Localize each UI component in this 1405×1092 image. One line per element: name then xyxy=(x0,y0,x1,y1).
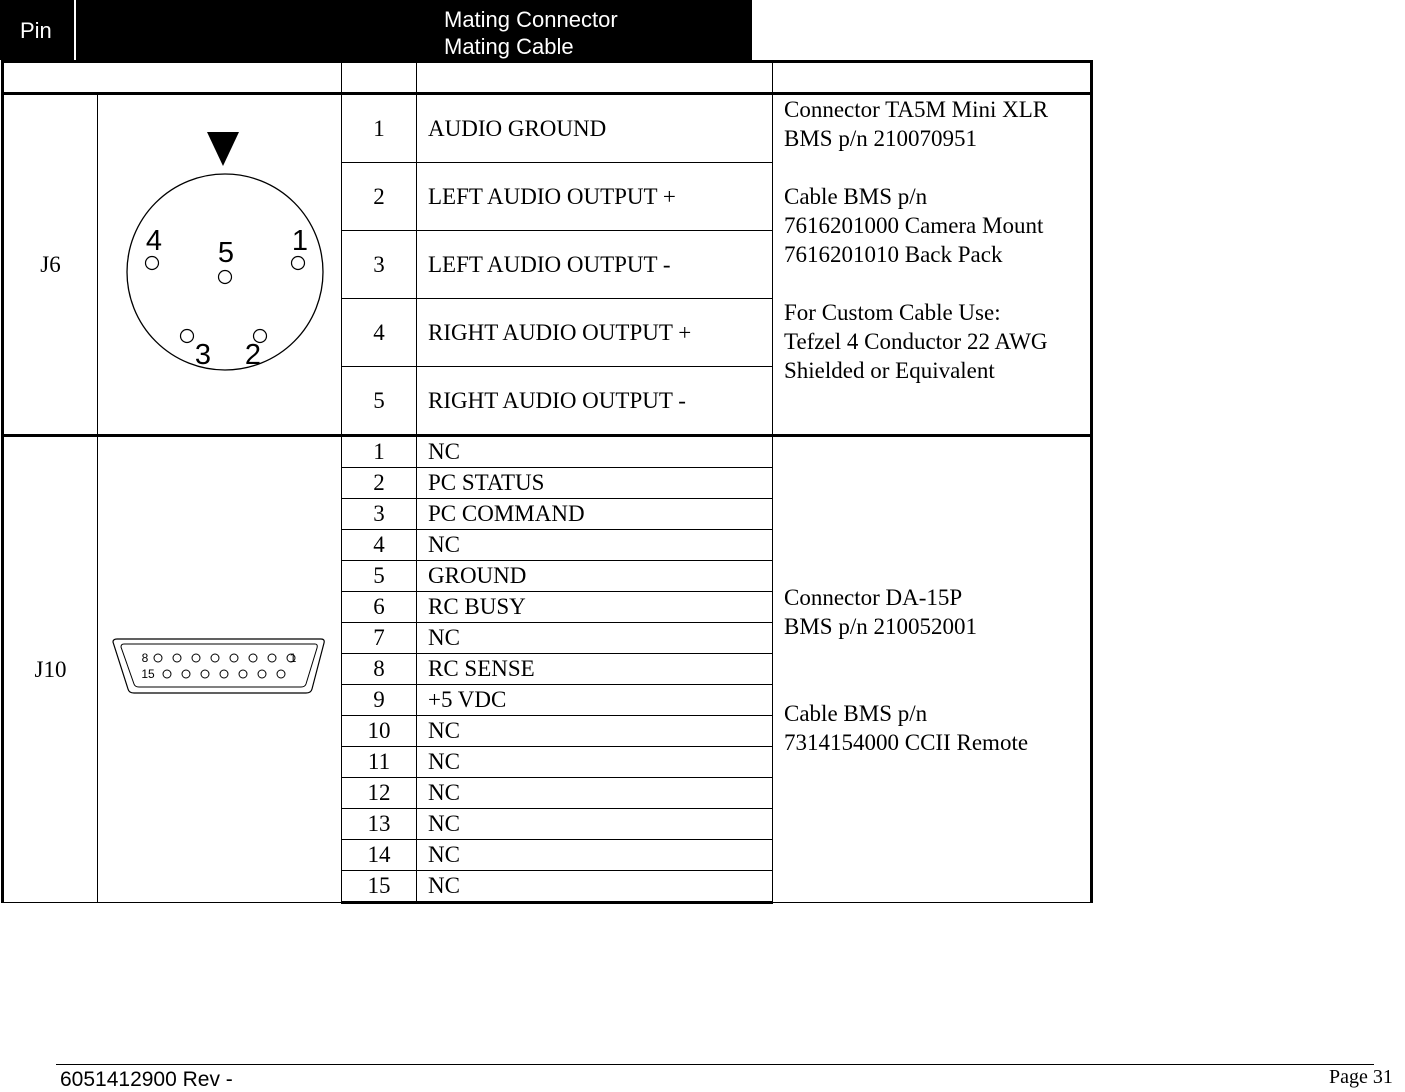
doc-number: 6051412900 Rev - xyxy=(60,1068,233,1091)
note-line: For Custom Cable Use: xyxy=(784,300,1001,325)
note-line: BMS p/n 210052001 xyxy=(784,613,977,639)
pin-number-label: 15 xyxy=(140,666,155,681)
pin-signal: NC xyxy=(417,530,773,561)
note-line: Tefzel 4 Conductor 22 AWG xyxy=(784,329,1048,354)
blank-header-row xyxy=(3,62,1092,94)
note-line: 7616201010 Back Pack xyxy=(784,242,1003,267)
blank-header-cell xyxy=(773,62,1092,94)
pin-signal: +5 VDC xyxy=(417,685,773,716)
pin-signal: RC BUSY xyxy=(417,592,773,623)
pin-number: 3 xyxy=(342,499,417,530)
pin-hole xyxy=(218,270,231,283)
pin-number: 13 xyxy=(342,809,417,840)
table-row xyxy=(3,94,1092,163)
pin-signal: NC xyxy=(417,809,773,840)
footer-divider xyxy=(56,1064,1374,1065)
connector-diagram-cell xyxy=(98,436,342,903)
pin-hole xyxy=(163,670,171,678)
pin-hole xyxy=(180,329,193,342)
pin-number: 5 xyxy=(342,561,417,592)
note-spacer xyxy=(784,269,1090,298)
blank-header-cell xyxy=(3,62,342,94)
pin-number: 4 xyxy=(342,530,417,561)
note-line: 7314154000 CCII Remote xyxy=(784,729,1029,755)
pin-number: 8 xyxy=(342,654,417,685)
connector-shell xyxy=(113,639,324,693)
pin-signal: RIGHT AUDIO OUTPUT - xyxy=(417,367,773,436)
pin-hole xyxy=(249,654,257,662)
pin-number: 3 xyxy=(342,231,417,299)
table-header-bar xyxy=(0,0,752,60)
note-line: 7616201000 Camera Mount xyxy=(784,213,1044,238)
pin-hole xyxy=(145,256,158,269)
pin-number: 15 xyxy=(342,871,417,903)
pin-number: 9 xyxy=(342,685,417,716)
note-spacer xyxy=(784,153,1090,182)
pin-number: 1 xyxy=(342,94,417,163)
pin-signal: PC STATUS xyxy=(417,468,773,499)
pin-number-label: 2 xyxy=(244,338,261,371)
pin-signal: NC xyxy=(417,623,773,654)
pin-number: 7 xyxy=(342,623,417,654)
blank-header-cell xyxy=(342,62,417,94)
mating-notes xyxy=(773,94,1092,436)
d-sub-15-connector-diagram xyxy=(110,637,330,697)
pinout-table xyxy=(1,60,1093,904)
key-triangle-icon xyxy=(207,132,239,166)
pin-number: 2 xyxy=(342,163,417,231)
pin-signal: NC xyxy=(417,747,773,778)
pin-hole xyxy=(268,654,276,662)
connector-diagram-cell xyxy=(98,94,342,436)
pin-number-label: 1 xyxy=(289,650,296,665)
pin-number: 2 xyxy=(342,468,417,499)
pin-signal: LEFT AUDIO OUTPUT - xyxy=(417,231,773,299)
note-spacer xyxy=(784,641,1090,670)
mating-notes xyxy=(773,436,1092,903)
pin-number: 6 xyxy=(342,592,417,623)
note-line: Cable BMS p/n xyxy=(784,184,928,209)
mating-cable-label: Mating Cable xyxy=(444,34,574,59)
mating-connector-label: Mating Connector xyxy=(444,7,618,32)
pin-signal: AUDIO GROUND xyxy=(417,94,773,163)
pin-header-label: Pin xyxy=(20,18,52,43)
pin-header-cell xyxy=(0,0,76,60)
pin-signal: NC xyxy=(417,716,773,747)
pin-signal: RC SENSE xyxy=(417,654,773,685)
note-line: Shielded or Equivalent xyxy=(784,358,995,383)
pin-signal: NC xyxy=(417,871,773,903)
pin-signal: NC xyxy=(417,436,773,468)
pin-number-label: 4 xyxy=(145,224,162,257)
pin-hole xyxy=(277,670,285,678)
mating-header xyxy=(444,6,618,60)
connector-outline xyxy=(127,174,323,370)
page-number: Page 31 xyxy=(1329,1066,1393,1088)
pin-hole xyxy=(230,654,238,662)
note-line: Cable BMS p/n xyxy=(784,700,928,726)
connector-name: J6 xyxy=(3,94,98,436)
pin-number-label: 1 xyxy=(291,224,308,257)
note-line: BMS p/n 210070951 xyxy=(784,126,977,151)
pin-hole xyxy=(173,654,181,662)
pin-hole xyxy=(239,670,247,678)
note-line: Connector TA5M Mini XLR xyxy=(784,97,1049,122)
pin-signal: GROUND xyxy=(417,561,773,592)
pin-number: 1 xyxy=(342,436,417,468)
pinout-body xyxy=(3,62,1092,903)
pin-number: 4 xyxy=(342,299,417,367)
note-spacer xyxy=(784,670,1090,699)
pin-hole xyxy=(291,256,304,269)
pin-hole xyxy=(201,670,209,678)
pin-hole xyxy=(192,654,200,662)
pin-hole xyxy=(220,670,228,678)
pin-signal: PC COMMAND xyxy=(417,499,773,530)
pin-hole xyxy=(182,670,190,678)
note-line: Connector DA-15P xyxy=(784,584,963,610)
pin-hole xyxy=(258,670,266,678)
pin-number: 5 xyxy=(342,367,417,436)
pin-hole xyxy=(154,654,162,662)
pin-signal: NC xyxy=(417,840,773,871)
pin-number: 12 xyxy=(342,778,417,809)
pin-number-label: 3 xyxy=(194,338,211,371)
table-row xyxy=(3,436,1092,468)
pin-signal: NC xyxy=(417,778,773,809)
mini-xlr-connector-diagram xyxy=(115,132,325,392)
pin-number-label: 8 xyxy=(141,650,148,665)
pin-signal: RIGHT AUDIO OUTPUT + xyxy=(417,299,773,367)
pin-number: 14 xyxy=(342,840,417,871)
pin-number: 10 xyxy=(342,716,417,747)
blank-header-cell xyxy=(417,62,773,94)
pin-hole xyxy=(211,654,219,662)
connector-name: J10 xyxy=(3,436,98,903)
pin-signal: LEFT AUDIO OUTPUT + xyxy=(417,163,773,231)
pin-number: 11 xyxy=(342,747,417,778)
pin-number-label: 5 xyxy=(217,236,234,269)
